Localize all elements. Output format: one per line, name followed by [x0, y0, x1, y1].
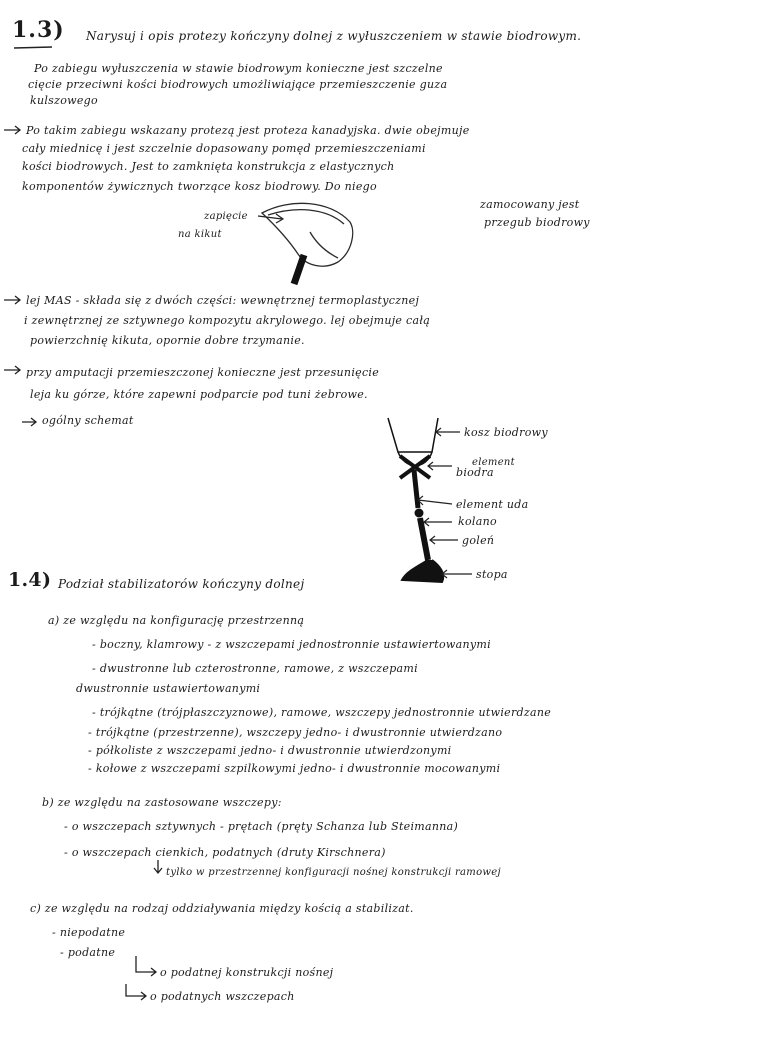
subsection-title: b) ze względu na zastosowane wszczepy: [42, 796, 282, 809]
paragraph-line: przegub biodrowy [484, 216, 590, 229]
list-item: - boczny, klamrowy - z wszczepami jednostronnie ustawiertowanymi [92, 638, 491, 651]
list-item: - trójkątne (trójpłaszczyznowe), ramowe, wszczepy jednostronnie utwierdzane [92, 706, 552, 719]
list-item: - o wszczepach sztywnych - prętach (pręty Schanza lub Steimanna) [64, 820, 459, 833]
schema-part-label: element [472, 457, 515, 468]
intro-line: Po zabiegu wyłuszczenia w stawie biodrowym konieczne jest szczelne [34, 62, 443, 75]
paragraph-line: zamocowany jest [480, 198, 580, 211]
section-number: 1.4) [8, 569, 52, 591]
list-item: - trójkątne (przestrzenne), wszczepy jedno- i dwustronnie utwierdzano [88, 726, 503, 739]
paragraph-line: Po takim zabiegu wskazany protezą jest proteza kanadyjska. dwie obejmuje [26, 124, 470, 137]
list-item: - o wszczepach cienkich, podatnych (druty Kirschnera) [64, 846, 386, 859]
intro-line: cięcie przeciwni kości biodrowych umożliwiające przemieszczenie guza [28, 78, 448, 91]
schema-part-label: stopa [476, 568, 508, 581]
list-item: - półkoliste z wszczepami jedno- i dwustronnie utwierdzonymi [88, 744, 452, 757]
section-number: 1.3) [12, 17, 65, 43]
sketch-label: na kikut [178, 229, 222, 240]
paragraph-line: lej MAS - składa się z dwóch części: wewnętrznej termoplastycznej [26, 294, 420, 307]
list-item: o podatnych wszczepach [150, 990, 295, 1003]
subsection-title: a) ze względu na konfigurację przestrzenną [48, 614, 305, 627]
schema-part-label: kosz biodrowy [464, 426, 548, 439]
paragraph-line: przy amputacji przemieszczonej konieczne jest przesunięcie [26, 366, 380, 379]
sub-arrows [126, 860, 162, 1000]
leg-schema [388, 418, 443, 582]
schema-part-label: kolano [458, 515, 497, 528]
list-item: - kołowe z wszczepami szpilkowymi jedno- i dwustronnie mocowanymi [88, 762, 501, 775]
list-note: tylko w przestrzennej konfiguracji nośnej konstrukcji ramowej [166, 867, 501, 878]
paragraph-line: i zewnętrznej ze sztywnego kompozytu akrylowego. lej obejmuje całą [24, 314, 431, 327]
paragraph-line: leja ku górze, które zapewni podparcie pod tuni żebrowe. [30, 388, 368, 401]
list-item: dwustronnie ustawiertowanymi [76, 682, 261, 695]
paragraph-line: cały miednicę i jest szczelnie dopasowany pomęd przemieszczeniami [22, 142, 426, 155]
list-item: - dwustronne lub czterostronne, ramowe, z wszczepami [92, 662, 418, 675]
list-item: - niepodatne [52, 926, 126, 939]
schema-label: ogólny schemat [42, 414, 134, 427]
sketch-label: zapięcie [204, 211, 248, 222]
schema-part-label: biodra [456, 466, 494, 479]
section-title: Podział stabilizatorów kończyny dolnej [58, 577, 305, 591]
intro-line: kulszowego [30, 94, 98, 107]
section-title: Narysuj i opis protezy kończyny dolnej z wyłuszczeniem w stawie biodrowym. [86, 29, 582, 43]
schema-part-label: element uda [456, 498, 529, 511]
list-item: o podatnej konstrukcji nośnej [160, 966, 334, 979]
title-underline [14, 47, 52, 48]
paragraph-line: powierzchnię kikuta, opornie dobre trzymanie. [30, 334, 305, 347]
paragraph-line: kości biodrowych. Jest to zamknięta konstrukcja z elastycznych [22, 160, 395, 173]
schema-part-label: goleń [462, 534, 495, 547]
list-item: - podatne [60, 946, 116, 959]
subsection-title: c) ze względu na rodzaj oddziaływania między kością a stabilizat. [30, 902, 414, 915]
socket-pylon [294, 255, 304, 284]
socket-sketch [262, 203, 353, 266]
paragraph-line: komponentów żywicznych tworzące kosz biodrowy. Do niego [22, 180, 377, 193]
